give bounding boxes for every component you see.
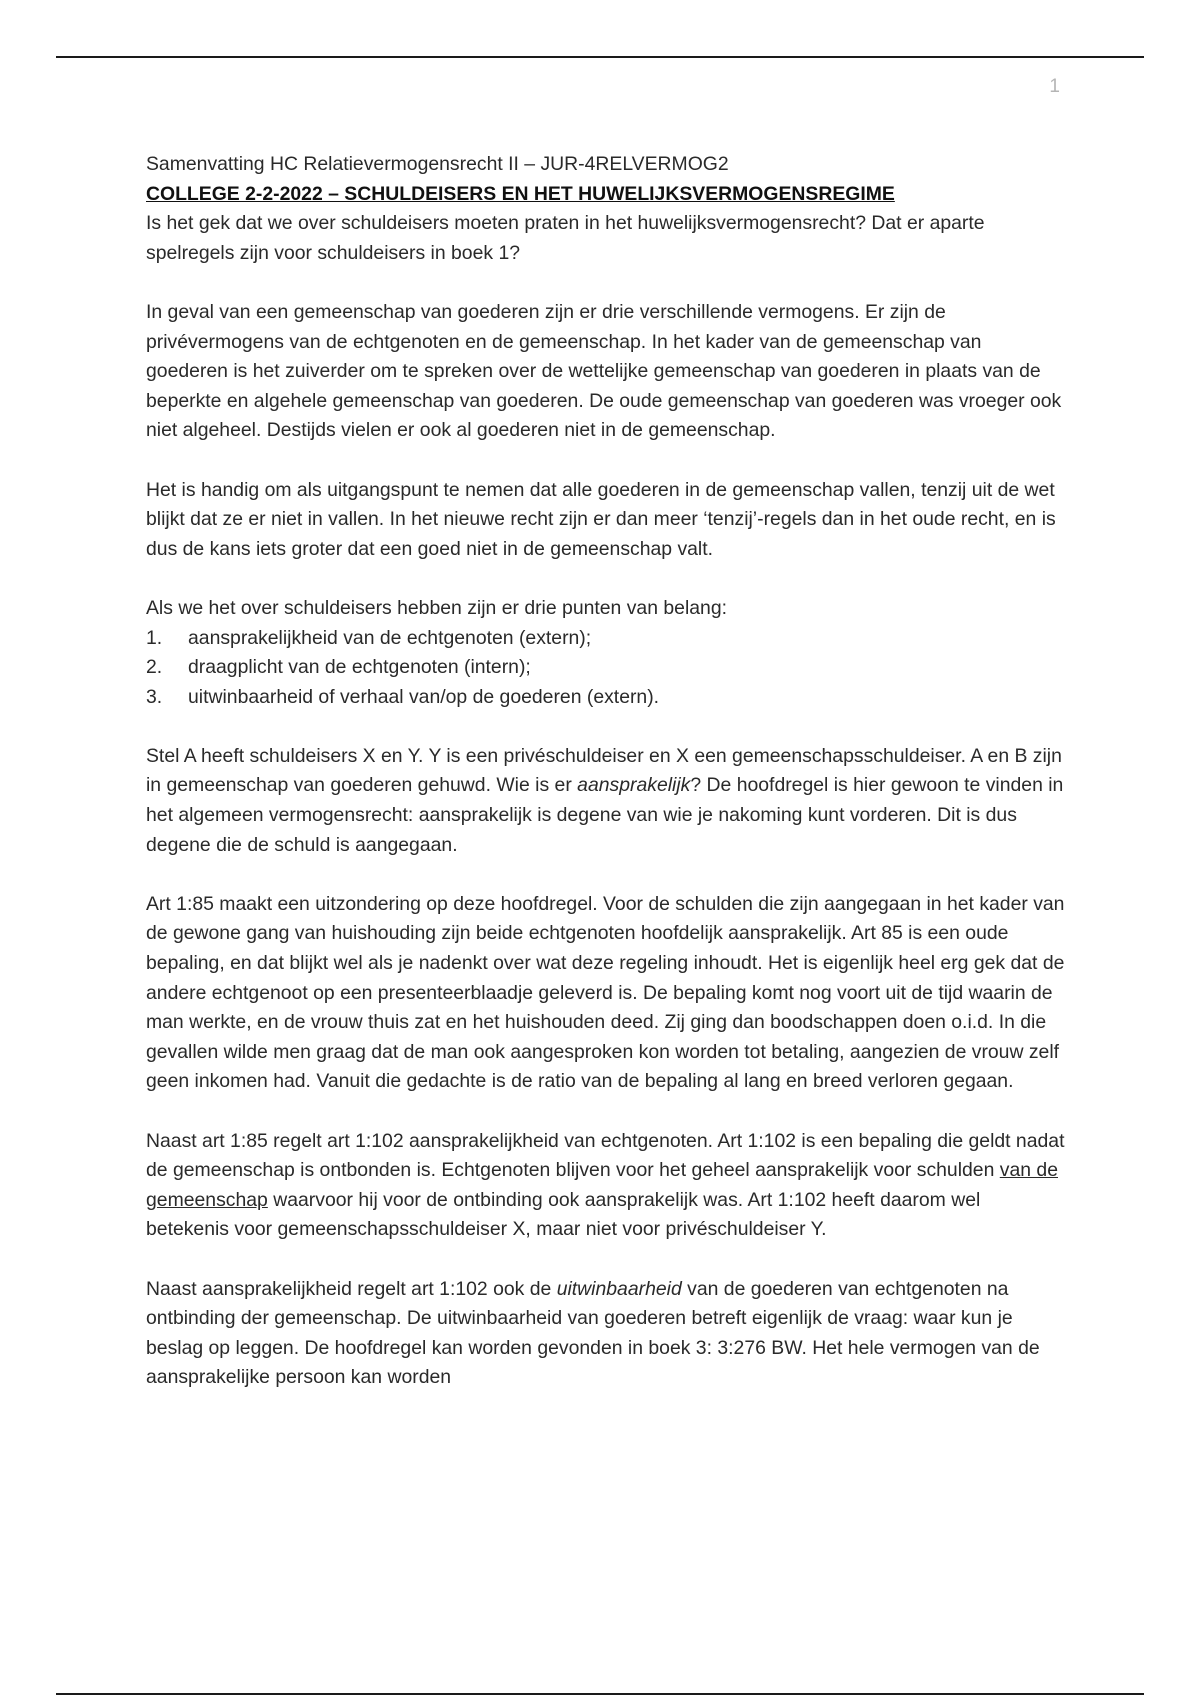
paragraph-intro: Is het gek dat we over schuldeisers moeten praten in het huwelijksvermogensrecht? Dat er aparte spelregels zijn voor schuldeisers in boek 1? (146, 212, 985, 264)
document-body (146, 150, 1066, 1423)
text-run: ? De hoofdregel is hier gewoon te vinden in het algemeen vermogensrecht: aansprakelijk is degene van wie je nakoming kunt vorderen. Dit is dus degene die de schuld is aangegaan. (146, 774, 1064, 856)
document-subtitle: Samenvatting HC Relatievermogensrecht II – JUR-4RELVERMOG2 (146, 153, 729, 175)
paragraph-aansprakelijk (146, 742, 1066, 860)
underlined-van-de-gemeenschap: van de gemeenschap (146, 1159, 1058, 1211)
emphasis-uitwinbaarheid: uitwinbaarheid (556, 1277, 682, 1300)
text-run: Naast art 1:85 regelt art 1:102 aansprakelijkheid van echtgenoten. Art 1:102 is een bepaling die geldt nadat de gemeenschap is ontbonden is. Echtgenoten blijven voor het geheel aansprakelijk voor schulden (146, 1129, 1065, 1182)
list-item (146, 624, 1066, 654)
points-list (146, 624, 1066, 713)
header-rule (56, 56, 1144, 58)
list-item-text: aansprakelijkheid van de echtgenoten (extern); (188, 626, 592, 649)
text-run: van de goederen van echtgenoten na ontbinding der gemeenschap. De uitwinbaarheid van goederen betreft eigenlijk de vraag: waar kun je beslag op leggen. De hoofdregel kan worden gevonden in boek 3: 3:276 BW. Het hele vermogen van de aansprakelijke persoon kan worden (146, 1277, 1040, 1389)
text-run: Naast aansprakelijkheid regelt art 1:102 ook de (146, 1277, 557, 1300)
paragraph-uitgangspunt: Het is handig om als uitgangspunt te nemen dat alle goederen in de gemeenschap vallen, tenzij uit de wet blijkt dat ze er niet in vallen. In het nieuwe recht zijn er dan meer ‘tenzij’-regels dan in het oude recht, en is dus de kans iets groter dat een goed niet in de gemeenschap valt. (146, 478, 1056, 560)
page-number: 1 (1049, 76, 1060, 97)
paragraph-uitwinbaarheid (146, 1275, 1066, 1393)
text-run: waarvoor hij voor de ontbinding ook aansprakelijk was. Art 1:102 heeft daarom wel betekenis voor gemeenschapsschuldeiser X, maar niet voor privéschuldeiser Y. (146, 1188, 981, 1241)
paragraph-punten-intro: Als we het over schuldeisers hebben zijn er drie punten van belang: (146, 596, 727, 619)
list-item (146, 683, 1066, 713)
footer-rule (56, 1693, 1144, 1695)
list-item (146, 653, 1066, 683)
paragraph-vermogens: In geval van een gemeenschap van goederen zijn er drie verschillende vermogens. Er zijn de privévermogens van de echtgenoten en de gemeenschap. In het kader van de gemeenschap van goederen is het zuiverder om te spreken over de wettelijke gemeenschap van goederen in plaats van de beperkte en algehele gemeenschap van goederen. De oude gemeenschap van goederen was vroeger ook niet algeheel. Destijds vielen er ook al goederen niet in de gemeenschap. (146, 300, 1062, 442)
text-run: Stel A heeft schuldeisers X en Y. Y is een privéschuldeiser en X een gemeenschapsschuldeiser. A en B zijn in gemeenschap van goederen gehuwd. Wie is er (146, 744, 1062, 797)
list-item-number: 1. (146, 626, 163, 649)
list-item-text: uitwinbaarheid of verhaal van/op de goederen (extern). (188, 685, 660, 708)
emphasis-aansprakelijk: aansprakelijk (577, 774, 691, 797)
list-item-text: draagplicht van de echtgenoten (intern); (188, 656, 531, 679)
paragraph-art-1-85: Art 1:85 maakt een uitzondering op deze hoofdregel. Voor de schulden die zijn aangegaan in het kader van de gewone gang van huishouding zijn beide echtgenoten hoofdelijk aansprakelijk. Art 85 is een oude bepaling, en dat blijkt wel als je nadenkt over wat deze regeling inhoudt. Het is eigenlijk heel erg gek dat de andere echtgenoot op een presenteerblaadje geleverd is. De bepaling komt nog voort uit de tijd waarin de man werkte, en de vrouw thuis zat en het huishouden deed. Zij ging dan boodschappen doen o.i.d. In die gevallen wilde men graag dat de man ook aangesproken kon worden tot betaling, aangezien de vrouw zelf geen inkomen had. Vanuit die gedachte is de ratio van de bepaling al lang en breed verloren gegaan. (146, 892, 1065, 1093)
paragraph-art-1-102 (146, 1127, 1066, 1245)
list-item-number: 3. (146, 685, 163, 708)
list-item-number: 2. (146, 656, 163, 679)
document-title: COLLEGE 2-2-2022 – SCHULDEISERS EN HET HUWELIJKSVERMOGENSREGIME (146, 182, 895, 205)
